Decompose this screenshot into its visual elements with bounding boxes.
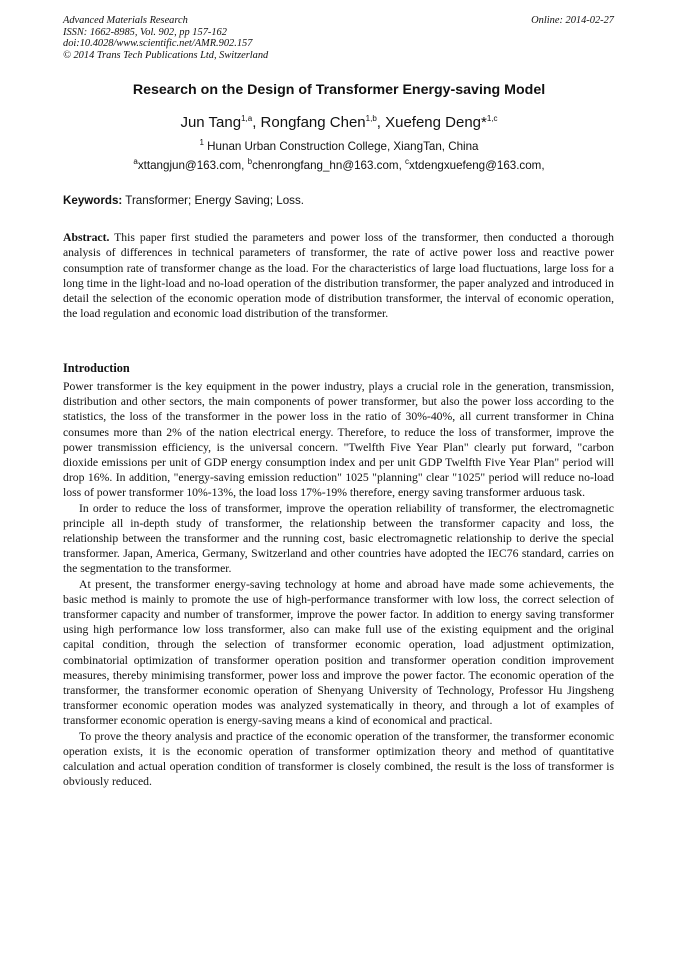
email-list: $^a$xttangjun@163.com, $^b$chenrongfang_hn@163.com, $^c$xtdengxuefeng@163.com, (133, 157, 545, 172)
abstract-text: This paper first studied the parameters and power loss of the transformer, then conducted a thorough analysis of differences in technical parameters of transformer, the rate of active power loss and reactive power consumption rate of transformer change as the load. For the characteristics of large load fluctuations, large loss for a long time in the light-load and no-load operation of the distribution transformer, the paper analyzed and introduced in detail the selection of the economic operation mode of distribution transformer, the interval of economic operation, the load regulation and economic load distribution of the transformer. (63, 231, 614, 321)
email-sup: b (247, 157, 253, 167)
keywords-label: Keywords: (63, 194, 123, 207)
author-sup: 1,c (486, 114, 498, 123)
abstract-label: Abstract. (63, 231, 110, 244)
email-sup: a (133, 157, 138, 167)
affiliation (40, 140, 638, 153)
author-name: Rongfang Chen (260, 114, 366, 131)
paper-title: Research on the Design of Transformer Energy-saving Model (132, 82, 546, 98)
journal-header (63, 15, 268, 61)
author-name: Xuefeng Deng* (385, 114, 487, 131)
author-list: Jun Tang$^{1,a}$, Rongfang Chen$^{1,b}$, Xuefeng Deng*$^{1,c}$ (180, 114, 498, 131)
online-date: Online: 2014-02-27 (531, 15, 614, 26)
keywords-text: Transformer; Energy Saving; Loss. (125, 194, 304, 207)
keywords (63, 194, 304, 207)
paragraph: To prove the theory analysis and practice of the economic operation of the transformer, the transformer economic operation exists, it is the economic operation of transformer optimization theory and method of quantitative calculation and actual operation condition of transformer is closely combined, the result is the loss of transformer is obviously reduced. (63, 729, 614, 789)
paragraph: Power transformer is the key equipment in the power industry, plays a crucial role in the generation, transmission, distribution and other sectors, the main components of power transformer, but also the power loss according to the statistics, the loss of the transformer in the power loss in the ratio of 30%-40%, all current transformer in China consumes more than 2% of the nation electrical energy. Therefore, to reduce the loss of transformer, improve the power transmission efficiency, is the universal concern. "Twelfth Five Year Plan" clearly put forward, "carbon dioxide emissions per unit of GDP energy consumption index and per unit GDP Twelfth Five Year Plan" period will drop 16%. In addition, "energy-saving emission reduction" 1025 "planning" clear "1025" period will reduce no-load loss of power transformer 10%-13%, the load loss 17%-19% therefore, energy saving transformer arduous task. (63, 380, 614, 500)
author-sup: 1,b (365, 114, 377, 123)
issn: ISSN: 1662-8985, Vol. 902, pp 157-162 (63, 26, 227, 38)
section-heading-introduction: Introduction (63, 361, 130, 375)
abstract (63, 230, 614, 322)
author-sup: 1,a (241, 114, 253, 123)
email-sup: c (405, 157, 410, 167)
author-name: Jun Tang (180, 114, 242, 131)
email: chenrongfang_hn@163.com (252, 159, 399, 172)
affiliation-text: Hunan Urban Construction College, XiangTan, China (207, 140, 479, 153)
paragraph: In order to reduce the loss of transformer, improve the operation reliability of transformer, the electromagnetic principle all in-depth study of transformer, the relationship between the transformer capacity and loss, the relationship between the transformer and the running cost, basic electromagnetic relationship to derive the special transformer. Japan, America, Germany, Switzerland and other countries have adopted the IEC76 standard, carries on the segmentation to the transformer. (63, 501, 614, 576)
email: xtdengxuefeng@163.com (409, 159, 542, 172)
introduction-body (63, 379, 614, 789)
email: xttangjun@163.com (137, 159, 242, 172)
doi: doi:10.4028/www.scientific.net/AMR.902.157 (63, 38, 253, 49)
journal-name: Advanced Materials Research (63, 15, 188, 26)
copyright: © 2014 Trans Tech Publications Ltd, Switzerland (63, 49, 269, 61)
affiliation-sup: 1 (199, 138, 204, 148)
paragraph: At present, the transformer energy-saving technology at home and abroad have made some achievements, the basic method is mainly to promote the use of high-performance transformer with low loss, the correct selection of transformer capacity and number of transformer, improve the power factor. In addition to energy saving transformer using high performance low loss transformer, also can make full use of the existing equipment and the original capital condition, through the selection of transformer economic operation, load adjustment optimization, combinatorial optimization of transformer operation position and transformer operation condition improvement measures, thereby minimising transformer, power loss and improve the power factor. The economic operation of the transformer, the transformer economic operation of Shenyang University of Technology, Professor Hu Jingsheng transformer economic operation modes was analyzed systematically in theory, and through a lot of examples of transformer economic operation is energy-saving means a kind of economical and practical. (63, 577, 614, 728)
